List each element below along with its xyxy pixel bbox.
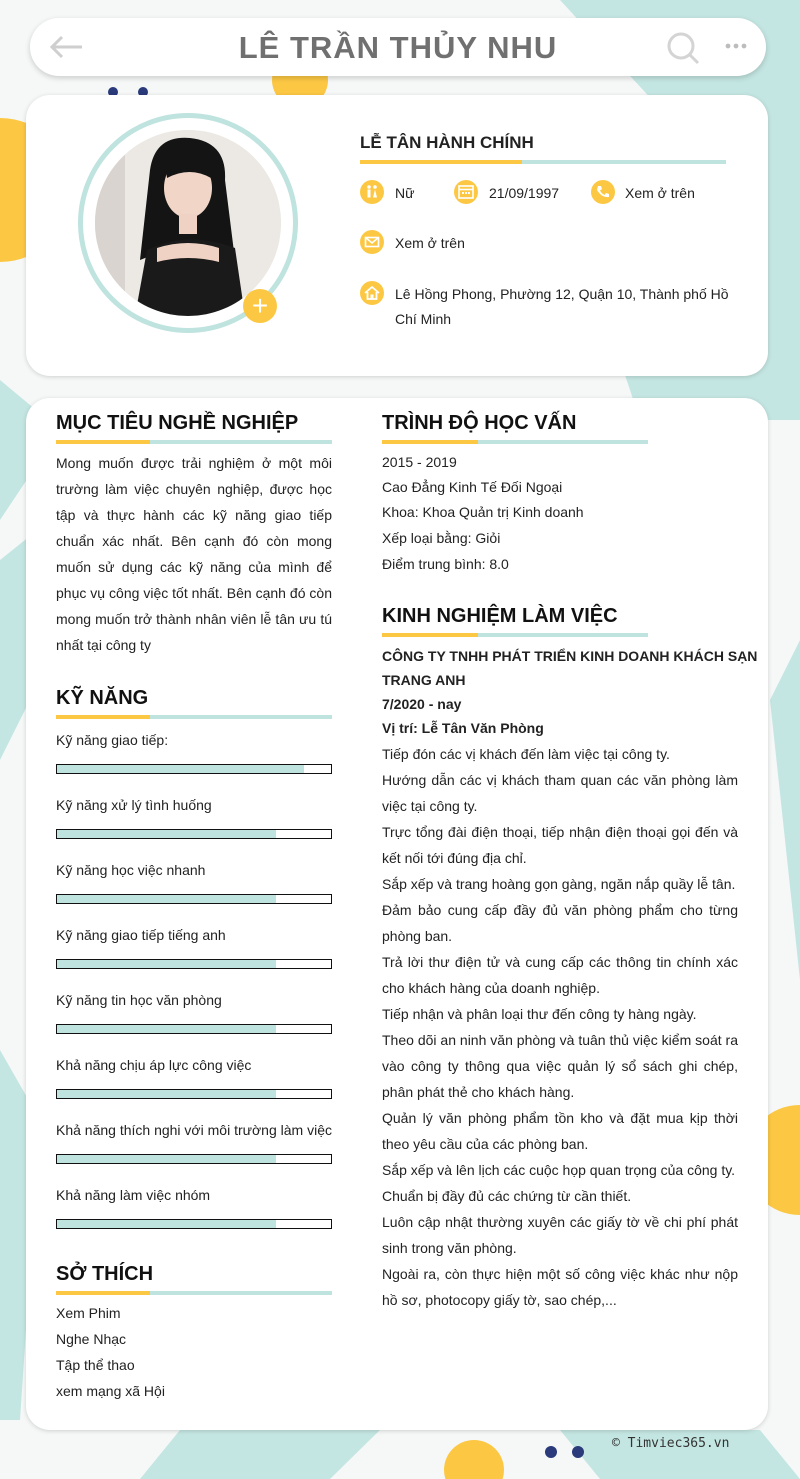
phone-value: Xem ở trên xyxy=(625,185,695,201)
hobby-item: xem mạng xã Hội xyxy=(56,1383,165,1399)
objective-underline xyxy=(56,440,332,444)
education-underline xyxy=(382,440,648,444)
calendar-icon xyxy=(454,180,478,204)
company-name-cont: TRANG ANH xyxy=(382,672,466,688)
education-rank: Xếp loại bằng: Giỏi xyxy=(382,530,501,546)
duty-item: Chuẩn bị đầy đủ các chứng từ cần thiết. xyxy=(382,1188,632,1204)
skill-label: Kỹ năng giao tiếp: xyxy=(56,732,169,748)
hobbies-underline xyxy=(56,1291,332,1295)
phone-icon xyxy=(591,180,615,204)
objective-text: Mong muốn được trải nghiệm ở một môi trường làm việc chuyên nghiệp, được học tập và thực hành các kỹ năng giao tiếp chuẩn xác nhất. Bên cạnh đó còn mong muốn sử dụng các kỹ năng của mình để phục vụ công việc tốt nhất. Bên cạnh đó còn mong muốn trở thành nhân viên lễ tân ưu tú nhất tại công ty xyxy=(56,455,332,653)
copyright: © Timviec365.vn xyxy=(612,1436,730,1451)
education-gpa: Điểm trung bình: 8.0 xyxy=(382,556,509,572)
duty-item: Trực tổng đài điện thoại, tiếp nhận điện thoại gọi đến và kết nối tới đúng địa chỉ. xyxy=(382,824,738,866)
experience-title: KINH NGHIỆM LÀM VIỆC xyxy=(382,605,618,627)
objective-title: MỤC TIÊU NGHỀ NGHIỆP xyxy=(56,412,299,434)
skills-title: KỸ NĂNG xyxy=(56,687,149,709)
skill-level-fill xyxy=(57,1090,276,1098)
hobby-item: Xem Phim xyxy=(56,1305,121,1321)
hobby-item: Tập thể thao xyxy=(56,1357,135,1373)
address-value: Lê Hồng Phong, Phường 12, Quận 10, Thành phố Hồ Chí Minh xyxy=(395,286,729,327)
top-bar xyxy=(30,18,766,76)
profile-card xyxy=(26,95,768,376)
skill-level-fill xyxy=(57,895,276,903)
work-position: Vị trí: Lễ Tân Văn Phòng xyxy=(382,720,544,736)
duty-item: Ngoài ra, còn thực hiện một số công việc khác như nộp hồ sơ, photocopy giấy tờ, sao chép,... xyxy=(382,1266,738,1308)
education-faculty: Khoa: Khoa Quản trị Kinh doanh xyxy=(382,504,584,520)
skill-label: Khả năng thích nghi với môi trường làm việc xyxy=(56,1122,332,1138)
skill-level-bar xyxy=(56,894,332,904)
duty-item: Đảm bảo cung cấp đầy đủ văn phòng phẩm cho từng phòng ban. xyxy=(382,902,738,944)
more-dots-icon[interactable] xyxy=(724,34,748,58)
skill-level-fill xyxy=(57,1025,276,1033)
candidate-name: LÊ TRẦN THỦY NHU xyxy=(238,30,558,65)
skills-underline xyxy=(56,715,332,719)
duty-item: Tiếp đón các vị khách đến làm việc tại công ty. xyxy=(382,746,670,762)
duty-item: Sắp xếp và lên lịch các cuộc họp quan trọng của công ty. xyxy=(382,1162,736,1178)
duties-list xyxy=(382,741,738,1313)
skill-level-bar xyxy=(56,1089,332,1099)
gender-icon xyxy=(360,180,384,204)
company-name: CÔNG TY TNHH PHÁT TRIỂN KINH DOANH KHÁCH SẠN xyxy=(382,648,758,664)
skill-label: Kỹ năng tin học văn phòng xyxy=(56,992,222,1008)
email-value: Xem ở trên xyxy=(395,235,465,251)
duty-item: Theo dõi an ninh văn phòng và tuân thủ việc kiểm soát ra vào công ty thông qua việc quản lý sổ sách ghi chép, phân phát thẻ cho khách hàng. xyxy=(382,1032,738,1100)
education-period: 2015 - 2019 xyxy=(382,454,457,470)
skill-level-bar xyxy=(56,1024,332,1034)
skill-level-bar xyxy=(56,764,332,774)
main-content-card xyxy=(26,398,768,1430)
job-title: LỄ TÂN HÀNH CHÍNH xyxy=(360,133,534,152)
gender-value: Nữ xyxy=(395,185,415,201)
skill-level-fill xyxy=(57,765,304,773)
email-icon xyxy=(360,230,384,254)
education-title: TRÌNH ĐỘ HỌC VẤN xyxy=(382,412,577,434)
duty-item: Luôn cập nhật thường xuyên các giấy tờ về chi phí phát sinh trong văn phòng. xyxy=(382,1214,738,1256)
duty-item: Tiếp nhận và phân loại thư đến công ty hàng ngày. xyxy=(382,1006,697,1022)
experience-underline xyxy=(382,633,648,637)
duty-item: Hướng dẫn các vị khách tham quan các văn phòng làm việc tại công ty. xyxy=(382,772,738,814)
skill-level-fill xyxy=(57,830,276,838)
skill-level-fill xyxy=(57,1220,276,1228)
skill-label: Kỹ năng giao tiếp tiếng anh xyxy=(56,927,226,943)
skill-level-fill xyxy=(57,960,276,968)
skill-label: Khả năng chịu áp lực công việc xyxy=(56,1057,252,1073)
education-school: Cao Đẳng Kinh Tế Đối Ngoại xyxy=(382,479,563,495)
search-icon[interactable] xyxy=(666,31,700,65)
hobbies-title: SỞ THÍCH xyxy=(56,1263,154,1285)
skill-label: Kỹ năng học việc nhanh xyxy=(56,862,206,878)
birthday-value: 21/09/1997 xyxy=(489,185,560,201)
skill-label: Khả năng làm việc nhóm xyxy=(56,1187,211,1203)
skill-level-bar xyxy=(56,1219,332,1229)
avatar xyxy=(95,130,281,316)
job-title-underline xyxy=(360,160,726,164)
work-period: 7/2020 - nay xyxy=(382,696,462,712)
skill-level-bar xyxy=(56,959,332,969)
hobby-item: Nghe Nhạc xyxy=(56,1331,127,1347)
skill-level-bar xyxy=(56,1154,332,1164)
duty-item: Trả lời thư điện tử và cung cấp các thông tin chính xác cho khách hàng của doanh nghiệp. xyxy=(382,954,738,996)
home-icon xyxy=(360,281,384,305)
skill-label: Kỹ năng xử lý tình huống xyxy=(56,797,212,813)
add-photo-button[interactable]: + xyxy=(243,289,277,323)
skill-level-fill xyxy=(57,1155,276,1163)
duty-item: Sắp xếp và trang hoàng gọn gàng, ngăn nắp quầy lễ tân. xyxy=(382,876,736,892)
duty-item: Quản lý văn phòng phẩm tồn kho và đặt mua kịp thời theo yêu cầu của các phòng ban. xyxy=(382,1110,738,1152)
skill-level-bar xyxy=(56,829,332,839)
